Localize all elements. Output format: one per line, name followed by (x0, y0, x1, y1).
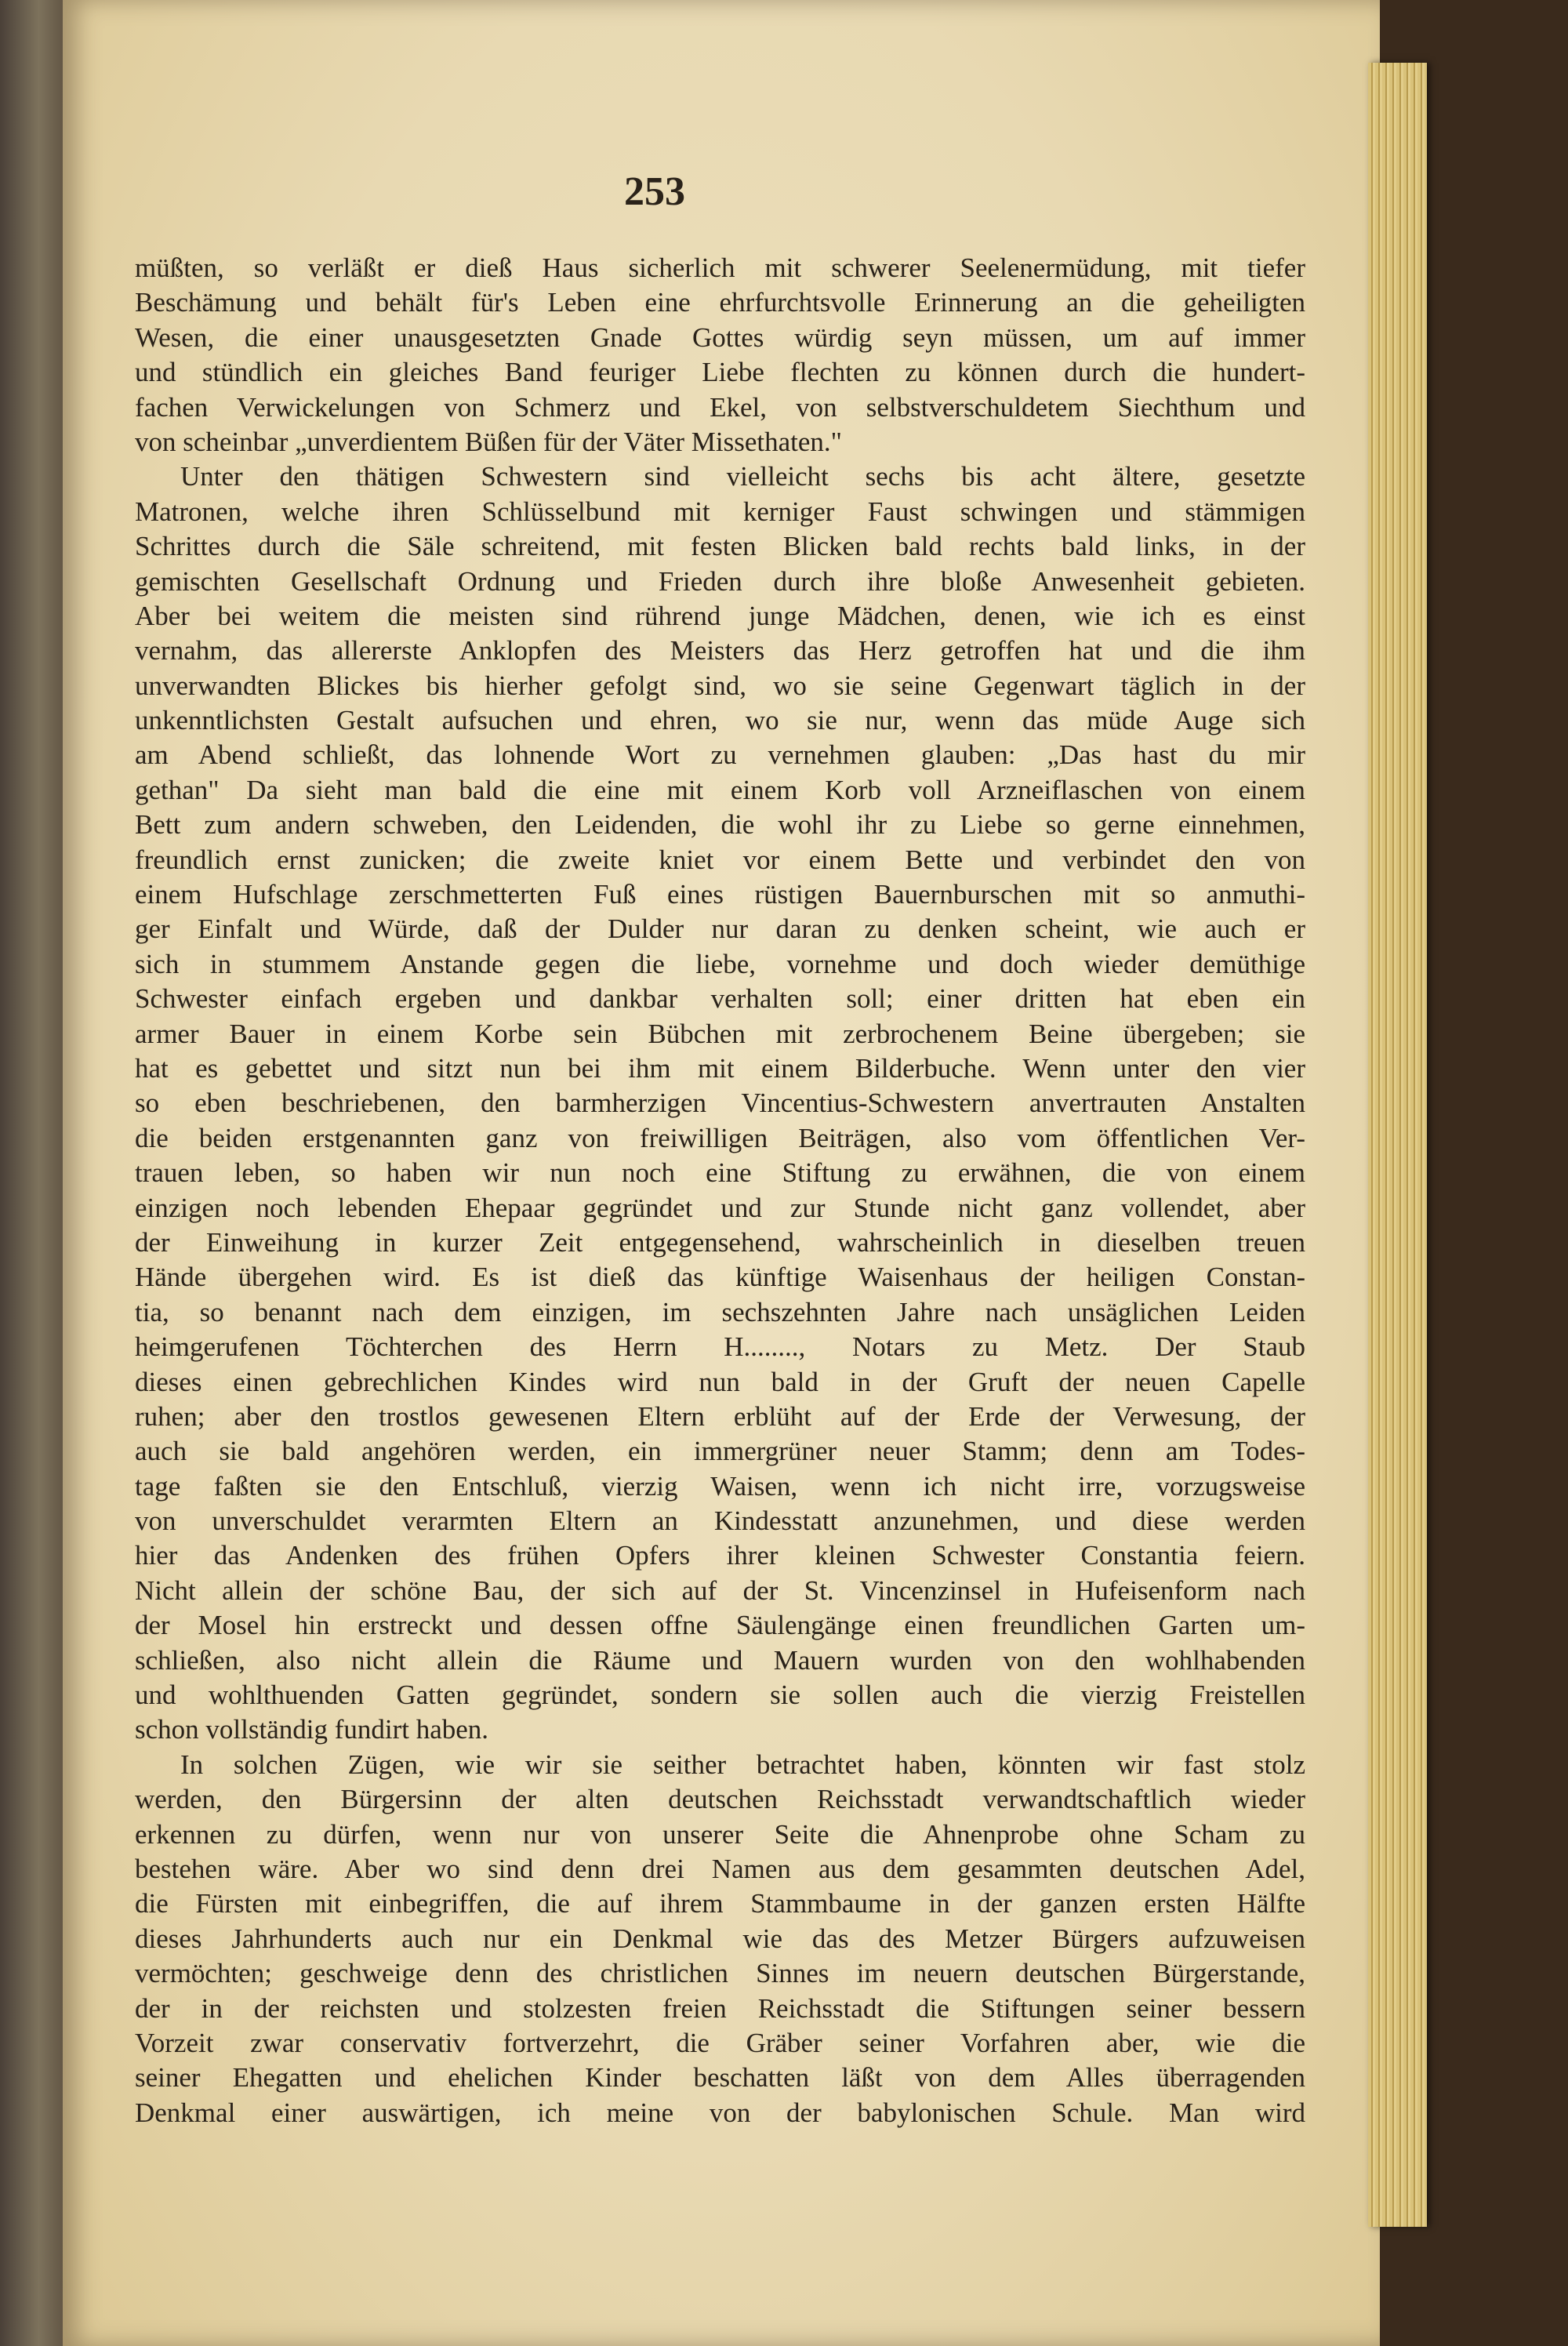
text-line: vermöchten; geschweige denn des christlichen Sinnes im neuern deutschen Bürgerstande, (135, 1958, 1305, 1989)
text-line: vernahm, das allererste Anklopfen des Meisters das Herz getroffen hat und die ihm (135, 635, 1305, 666)
text-line: Schwester einfach ergeben und dankbar verhalten soll; einer dritten hat eben ein (135, 983, 1305, 1015)
text-line: tia, so benannt nach dem einzigen, im sechszehnten Jahre nach unsäglichen Leiden (135, 1296, 1305, 1327)
text-line: Vorzeit zwar conservativ fortverzehrt, die Gräber seiner Vorfahren aber, wie die (135, 2027, 1305, 2058)
text-line: seiner Ehegatten und ehelichen Kinder beschatten läßt von dem Alles überragenden (135, 2062, 1305, 2094)
text-line: von scheinbar „unverdientem Büßen für der Väter Missethaten." (135, 426, 842, 457)
text-line: Hände übergehen wird. Es ist dieß das künftige Waisenhaus der heiligen Constan- (135, 1262, 1305, 1293)
text-line: ger Einfalt und Würde, daß der Dulder nur daran zu denken scheint, wie auch er (135, 913, 1305, 945)
page-number: 253 (624, 169, 685, 214)
text-line: am Abend schließt, das lohnende Wort zu vernehmen glauben: „Das hast du mir (135, 739, 1305, 771)
text-line: so eben beschriebenen, den barmherzigen Vincentius-Schwestern anvertrauten Anstalten (135, 1088, 1305, 1119)
text-line: gethan" Da sieht man bald die eine mit einem Korb voll Arzneiflaschen von einem (135, 774, 1305, 805)
text-line: auch sie bald angehören werden, ein immergrüner neuer Stamm; denn am Todes- (135, 1436, 1305, 1467)
text-line: heimgerufenen Töchterchen des Herrn H........, Notars zu Metz. Der Staub (135, 1331, 1305, 1363)
text-line: freundlich ernst zunicken; die zweite kniet vor einem Bette und verbindet den von (135, 844, 1305, 875)
text-line: und wohlthuenden Gatten gegründet, sondern sie sollen auch die vierzig Freistellen (135, 1680, 1305, 1711)
text-line: bestehen wäre. Aber wo sind denn drei Namen aus dem gesammten deutschen Adel, (135, 1853, 1305, 1884)
text-line: der Mosel hin erstreckt und dessen offne Säulengänge einen freundlichen Garten um- (135, 1610, 1305, 1641)
text-line: der Einweihung in kurzer Zeit entgegensehend, wahrscheinlich in dieselben treuen (135, 1226, 1305, 1258)
text-line: tage faßten sie den Entschluß, vierzig Waisen, wenn ich nicht irre, vorzugsweise (135, 1470, 1305, 1502)
text-line: hat es gebettet und sitzt nun bei ihm mit einem Bilderbuche. Wenn unter den vier (135, 1052, 1305, 1084)
text-line: fachen Verwickelungen von Schmerz und Ekel, von selbstverschuldetem Siechthum und (135, 391, 1305, 423)
text-line: einzigen noch lebenden Ehepaar gegründet und zur Stunde nicht ganz vollendet, aber (135, 1192, 1305, 1223)
text-line: Denkmal einer auswärtigen, ich meine von der babylonischen Schule. Man wird (135, 2097, 1305, 2128)
text-line: müßten, so verläßt er dieß Haus sicherlich mit schwerer Seelenermüdung, mit tiefer (135, 252, 1305, 283)
body-text (135, 251, 1305, 2130)
text-line: unverwandten Blickes bis hierher gefolgt sind, wo sie seine Gegenwart täglich in der (135, 670, 1305, 701)
previous-page-edge (0, 0, 71, 2346)
page-stack-edges (1368, 63, 1427, 2227)
text-line: gemischten Gesellschaft Ordnung und Frieden durch ihre bloße Anwesenheit gebieten. (135, 565, 1305, 597)
text-line: Bett zum andern schweben, den Leidenden, die wohl ihr zu Liebe so gerne einnehmen, (135, 809, 1305, 841)
text-line: die Fürsten mit einbegriffen, die auf ihrem Stammbaume in der ganzen ersten Hälfte (135, 1888, 1305, 1919)
text-line: die beiden erstgenannten ganz von freiwilligen Beiträgen, also vom öffentlichen Ver- (135, 1122, 1305, 1153)
text-line: Unter den thätigen Schwestern sind vielleicht sechs bis acht ältere, gesetzte (180, 461, 1305, 492)
text-line: sich in stummem Anstande gegen die liebe, vornehme und doch wieder demüthige (135, 948, 1305, 979)
text-line: unkenntlichsten Gestalt aufsuchen und ehren, wo sie nur, wenn das müde Auge sich (135, 705, 1305, 736)
text-line: trauen leben, so haben wir nun noch eine Stiftung zu erwähnen, die von einem (135, 1157, 1305, 1189)
text-line: Beschämung und behält für's Leben eine ehrfurchtsvolle Erinnerung an die geheiligten (135, 287, 1305, 318)
text-line: einem Hufschlage zerschmetterten Fuß eines rüstigen Bauernburschen mit so anmuthi- (135, 879, 1305, 910)
text-line: schließen, also nicht allein die Räume und Mauern wurden von den wohlhabenden (135, 1644, 1305, 1676)
text-line: der in der reichsten und stolzesten freien Reichsstadt die Stiftungen seiner bessern (135, 1992, 1305, 2024)
text-line: dieses Jahrhunderts auch nur ein Denkmal wie das des Metzer Bürgers aufzuweisen (135, 1923, 1305, 1954)
text-line: schon vollständig fundirt haben. (135, 1714, 489, 1745)
text-line: ruhen; aber den trostlos gewesenen Eltern erblüht auf der Erde der Verwesung, der (135, 1400, 1305, 1432)
text-line: Schrittes durch die Säle schreitend, mit festen Blicken bald rechts bald links, in der (135, 531, 1305, 562)
text-line: hier das Andenken des frühen Opfers ihrer kleinen Schwester Constantia feiern. (135, 1540, 1305, 1571)
text-line: Aber bei weitem die meisten sind rührend junge Mädchen, denen, wie ich es einst (135, 600, 1305, 631)
text-line: Matronen, welche ihren Schlüsselbund mit kerniger Faust schwingen und stämmigen (135, 496, 1305, 527)
text-line: armer Bauer in einem Korbe sein Bübchen mit zerbrochenem Beine übergeben; sie (135, 1018, 1305, 1049)
text-line: erkennen zu dürfen, wenn nur von unserer Seite die Ahnenprobe ohne Scham zu (135, 1818, 1305, 1850)
text-line: In solchen Zügen, wie wir sie seither betrachtet haben, könnten wir fast stolz (180, 1749, 1305, 1780)
text-line: dieses einen gebrechlichen Kindes wird nun bald in der Gruft der neuen Capelle (135, 1366, 1305, 1397)
text-line: Nicht allein der schöne Bau, der sich auf der St. Vincenzinsel in Hufeisenform nach (135, 1574, 1305, 1606)
text-line: und stündlich ein gleiches Band feuriger Liebe flechten zu können durch die hundert- (135, 357, 1305, 388)
text-line: von unverschuldet verarmten Eltern an Kindesstatt anzunehmen, und diese werden (135, 1505, 1305, 1537)
text-line: werden, den Bürgersinn der alten deutschen Reichsstadt verwandtschaftlich wieder (135, 1784, 1305, 1815)
text-line: Wesen, die einer unausgesetzten Gnade Gottes würdig seyn müssen, um auf immer (135, 321, 1305, 353)
